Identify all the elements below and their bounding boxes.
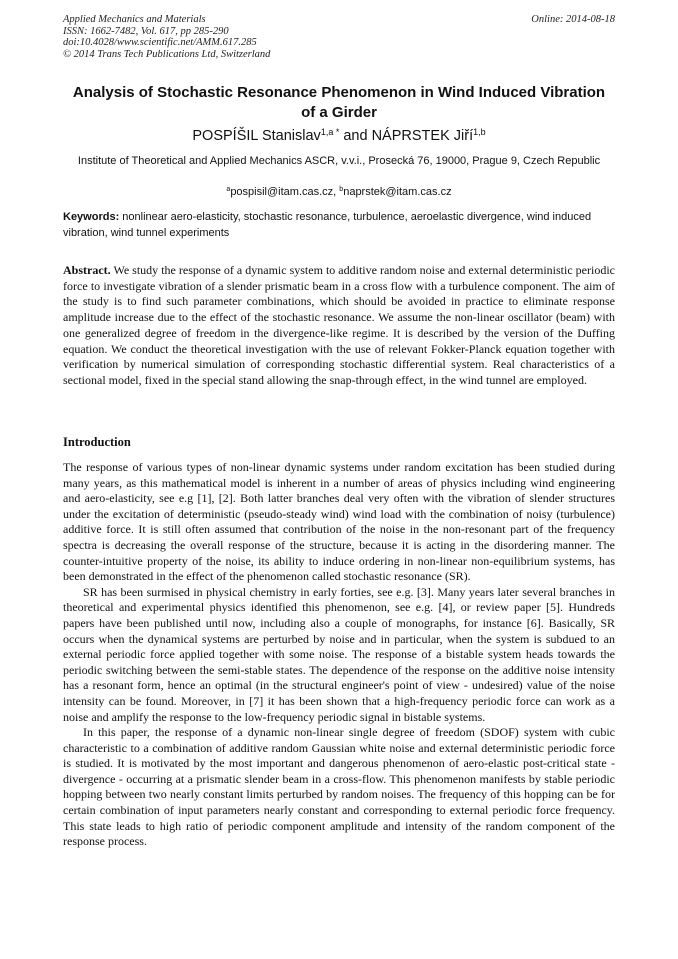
author-1-name: POSPÍŠIL Stanislav	[192, 128, 321, 144]
copyright-line: © 2014 Trans Tech Publications Ltd, Switzerland	[63, 48, 271, 60]
abstract-label: Abstract.	[63, 263, 111, 277]
email-a[interactable]: pospisil@itam.cas.cz,	[230, 186, 340, 198]
intro-paragraph: SR has been surmised in physical chemistry in early forties, see e.g. [3]. Many years later several branches in theoretical and experimental physics identified this phenomenon, see e.g. [4], or review paper [5]. Hundreds papers have been published until now, including also a couple of monographs, for instance [6]. Basically, SR occurs when the dynamical systems are perturbed by noise and in particular, when the system is subdued to an external periodic force applied together with some noise. The response of a bistable system heads towards the periodic switching between the semi-stable states. The dependence of the response on the additive noise intensity has a resonant form, hence an optimal (in the structural engineer's point of view - undesired) value of the noise intensity can be found. Moreover, in [7] it has been shown that a high-frequency periodic force can work as a noise and amplify the response to the low-frequency periodic signal in bistable systems.	[63, 584, 615, 724]
journal-name: Applied Mechanics and Materials	[63, 14, 206, 25]
email-line	[63, 185, 615, 200]
intro-paragraph: The response of various types of non-linear dynamic systems under random excitation has been studied during many years, as this mathematical model is inherent in a number of areas of physics including wind engineering and aero-elasticity, see e.g [1], [2]. Both latter branches deal very often with the vibration of slender structures under the excitation of deterministic (pseudo-steady wind) wind load with the combination of noisy (turbulence) additive force. It is still often assumed that contribution of the noise in the non-resonant part of the frequency spectra is decreasing the overall response of the structure, because it is acting in the disordering manner. The counter-intuitive property of the noise, its ability to induce ordering in non-linear non-equilibrium systems, has been demonstrated in the effect of the phenomenon called stochastic resonance (SR).	[63, 460, 615, 584]
section-heading-introduction: Introduction	[63, 435, 131, 449]
author-2-affiliation-marker: 1,b	[473, 127, 486, 137]
author-line	[63, 127, 615, 145]
issn-line: ISSN: 1662-7482, Vol. 617, pp 285-290	[63, 25, 229, 37]
keywords-block	[63, 210, 615, 241]
email-b[interactable]: naprstek@itam.cas.cz	[343, 186, 452, 198]
email-a-marker: a	[226, 186, 231, 193]
introduction-body	[63, 460, 615, 850]
intro-paragraph: In this paper, the response of a dynamic non-linear single degree of freedom (SDOF) system with cubic characteristic to a combination of additive random Gaussian white noise and external deterministic periodic force is studied. It is motivated by the most important and dangerous phenomenon of aero-elastic post-critical state - divergence - occurring at a prismatic slender beam in a cross-flow. This phenomenon manifests by stable periodic hopping between two nearly constant limits perturbed by random noises. The frequency of this hopping can be for certain combination of input parameters nearly constant and corresponding to external periodic force frequency. This state leads to high ratio of periodic component amplitude and intensity of the random component of the response process.	[63, 725, 615, 849]
author-2-name: NÁPRSTEK Jiří	[371, 128, 474, 144]
online-date: Online: 2014-08-18	[531, 14, 615, 25]
doi-line[interactable]: doi:10.4028/www.scientific.net/AMM.617.285	[63, 37, 257, 49]
affiliation: Institute of Theoretical and Applied Mechanics ASCR, v.v.i., Prosecká 76, 19000, Prague 9, Czech Republic	[77, 155, 601, 167]
paper-title: Analysis of Stochastic Resonance Phenomenon in Wind Induced Vibration of a Girder	[72, 84, 606, 121]
author-1-affiliation-marker: 1,a *	[320, 127, 340, 137]
keywords-text: nonlinear aero-elasticity, stochastic resonance, turbulence, aeroelastic divergence, wind induced vibration, wind tunnel experiments	[63, 211, 592, 239]
email-b-marker: b	[339, 186, 344, 193]
keywords-label: Keywords:	[63, 211, 120, 223]
journal-header	[63, 14, 483, 60]
abstract-text: We study the response of a dynamic system to additive random noise and external deterministic periodic force to investigate vibration of a slender prismatic beam in a cross flow with a turbulence component. The aim of the study is to find such parameter combinations, which should be avoided in practice to eliminate response amplitude increase due to the effect of the stochastic resonance. We assume the non-linear oscillator (beam) with one generalized degree of freedom in the divergence-like regime. It is described by the version of the Duffing equation. We conduct the theoretical investigation with the use of relevant Fokker-Planck equation together with verification by numerical simulation of corresponding stochastic differential system. Real characteristics of a sectional model, fixed in the special stand allowing the snap-through effect, in the wind tunnel are employed.	[63, 263, 615, 387]
author-connector: and	[339, 128, 372, 144]
abstract-block	[63, 263, 615, 389]
